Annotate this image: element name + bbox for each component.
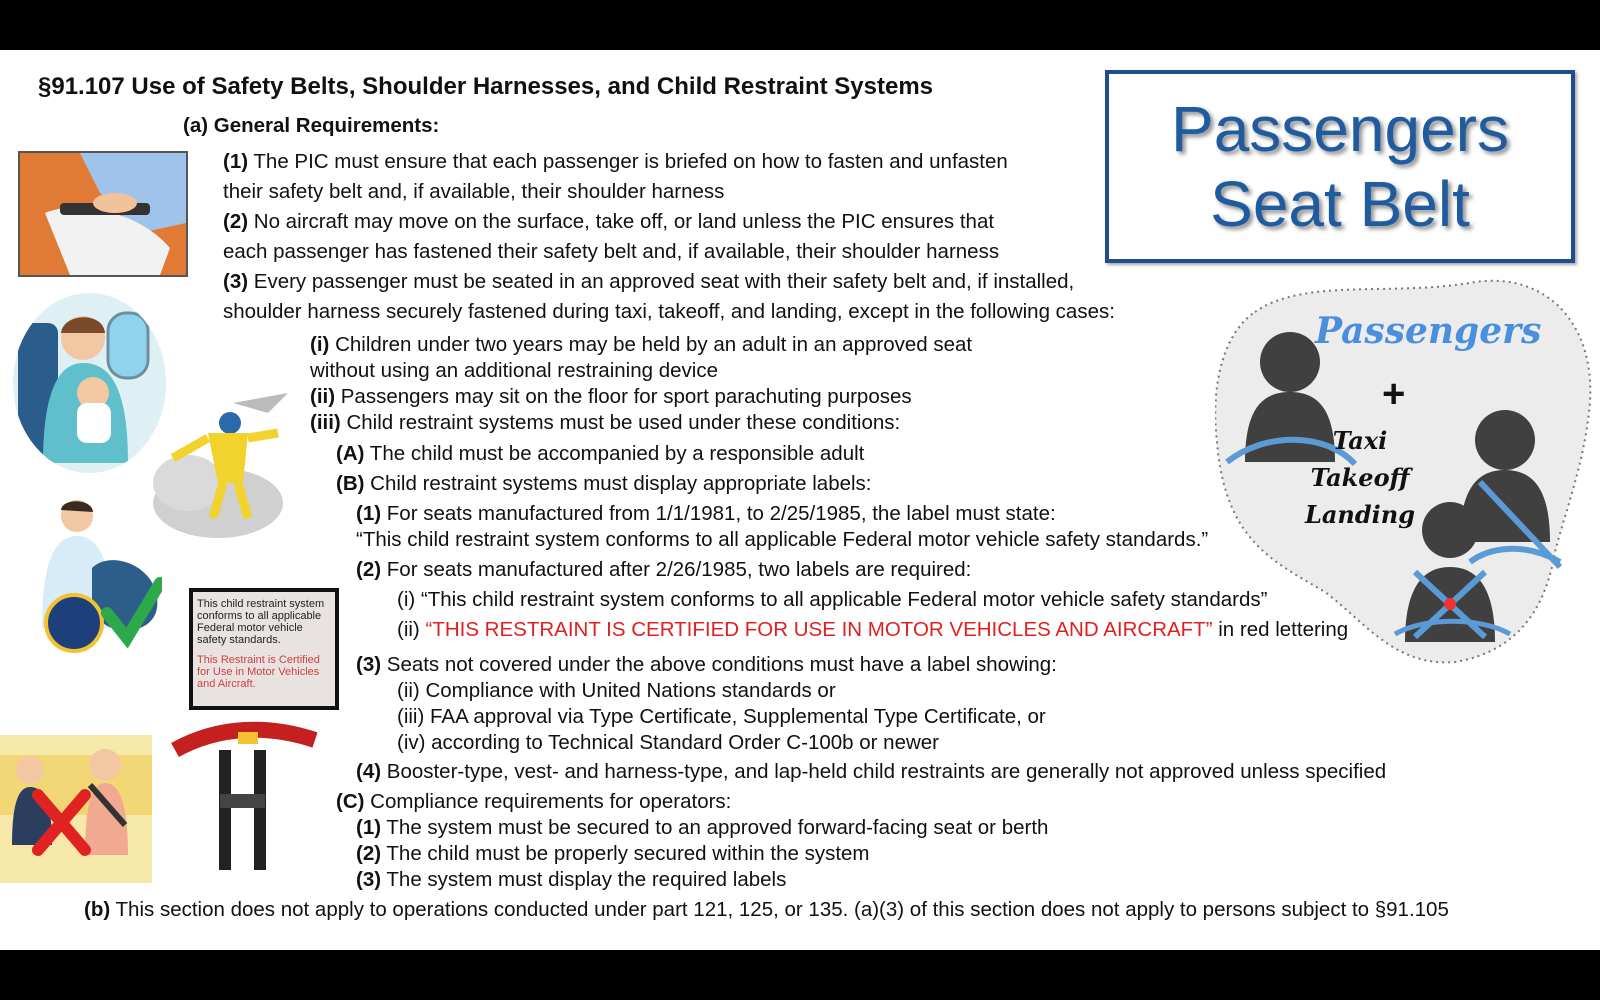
item-iii: (iii) Child restraint systems must be used under these conditions: — [310, 411, 901, 434]
item-B2ii: (ii) “THIS RESTRAINT IS CERTIFIED FOR USE IN MOTOR VEHICLES AND AIRCRAFT” in red lettering — [397, 618, 1349, 641]
section-a-heading: (a) General Requirements: — [183, 114, 440, 137]
item-B3-iii: (iii) FAA approval via Type Certificate, Supplemental Type Certificate, or — [397, 705, 1046, 728]
unapproved-booster-image — [0, 735, 152, 883]
passengers-graphic — [1215, 272, 1595, 672]
item-B: (B) Child restraint systems must display appropriate labels: — [336, 472, 872, 495]
skydiver-image — [148, 383, 296, 541]
item-C3: (3) The system must display the required labels — [356, 868, 787, 891]
item-a1-line1: (1) The PIC must ensure that each passenger is briefed on how to fasten and unfasten — [223, 150, 1008, 173]
item-C1: (1) The system must be secured to an approved forward-facing seat or berth — [356, 816, 1049, 839]
callout-line1: Passengers — [1171, 93, 1509, 165]
item-C: (C) Compliance requirements for operators: — [336, 790, 732, 813]
slide — [0, 50, 1600, 950]
item-a1-line2: their safety belt and, if available, their shoulder harness — [223, 180, 725, 203]
item-B3-iv: (iv) according to Technical Standard Order C-100b or newer — [397, 731, 939, 754]
item-a3-line2: shoulder harness securely fastened during taxi, takeoff, and landing, except in the following cases: — [223, 300, 1115, 323]
graphic-passengers-label: Passengers — [1315, 310, 1542, 352]
item-B3: (3) Seats not covered under the above conditions must have a label showing: — [356, 653, 1057, 676]
faa-approved-car-seat-image — [32, 498, 162, 653]
child-restraint-label-photo — [189, 588, 339, 710]
page-title: §91.107 Use of Safety Belts, Shoulder Harnesses, and Child Restraint Systems — [38, 73, 934, 100]
item-a2-line2: each passenger has fastened their safety belt and, if available, their shoulder harness — [223, 240, 1000, 263]
item-i-line1: (i) Children under two years may be held by an adult in an approved seat — [310, 333, 973, 356]
harness-restraint-image — [170, 720, 320, 870]
item-i-line2: without using an additional restraining device — [310, 359, 718, 382]
item-C2: (2) The child must be properly secured within the system — [356, 842, 870, 865]
item-A: (A) The child must be accompanied by a responsible adult — [336, 442, 865, 465]
label-card-line2: This Restraint is Certified for Use in Motor Vehicles and Aircraft. — [197, 654, 320, 690]
item-B3-ii: (ii) Compliance with United Nations standards or — [397, 679, 836, 702]
item-a3-line1: (3) Every passenger must be seated in an approved seat with their safety belt and, if installed, — [223, 270, 1075, 293]
graphic-plus: + — [1382, 372, 1406, 416]
callout-line2: Seat Belt — [1210, 168, 1470, 240]
item-B2: (2) For seats manufactured after 2/26/1985, two labels are required: — [356, 558, 972, 581]
seatbelt-fastening-image — [18, 151, 188, 277]
item-ii: (ii) Passengers may sit on the floor for sport parachuting purposes — [310, 385, 912, 408]
section-b-footer: (b) This section does not apply to operations conducted under part 121, 125, or 135. (a)(3) of this section does not apply to persons subject to §91.105 — [84, 898, 1449, 921]
item-B2i: (i) “This child restraint system conforms to all applicable Federal motor vehicle safety standards” — [397, 588, 1268, 611]
label-card-line1: This child restraint system conforms to all applicable Federal motor vehicle safety standards. — [197, 598, 325, 646]
item-B4: (4) Booster-type, vest- and harness-type, and lap-held child restraints are generally not approved unless specified — [356, 760, 1387, 783]
graphic-taxi: Taxi — [1332, 426, 1388, 455]
graphic-phases — [1300, 422, 1420, 533]
item-a2-line1: (2) No aircraft may move on the surface, take off, or land unless the PIC ensures that — [223, 210, 995, 233]
graphic-takeoff: Takeoff — [1310, 463, 1410, 492]
item-B1-line2: “This child restraint system conforms to all applicable Federal motor vehicle safety standards.” — [356, 528, 1209, 551]
adult-holding-child-image — [13, 293, 166, 473]
item-B1-line1: (1) For seats manufactured from 1/1/1981, to 2/25/1985, the label must state: — [356, 502, 1056, 525]
graphic-landing: Landing — [1304, 500, 1415, 529]
callout-box — [1105, 70, 1575, 263]
